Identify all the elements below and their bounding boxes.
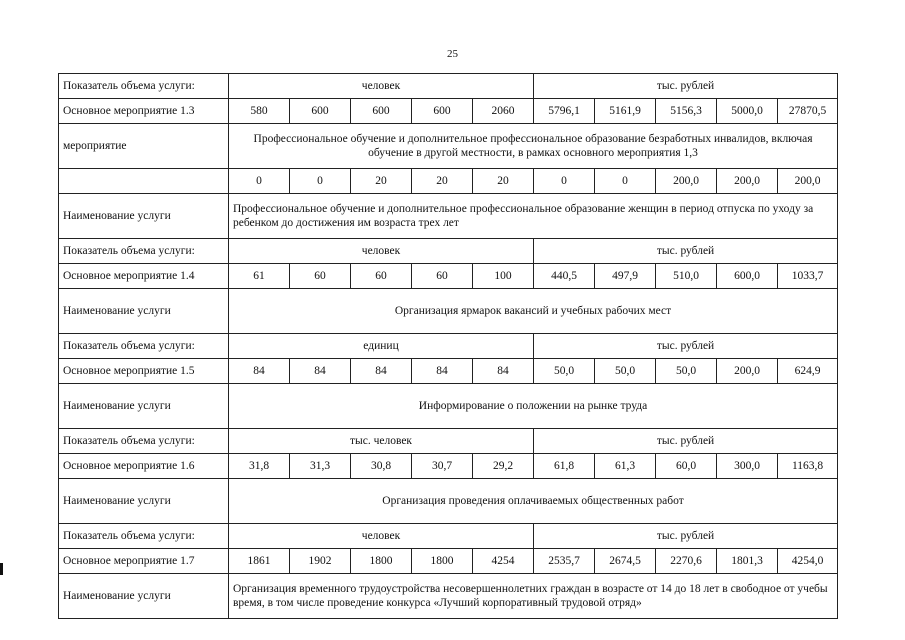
money-value-cell: 624,9 bbox=[778, 359, 838, 384]
row-label: Основное мероприятие 1.7 bbox=[59, 549, 229, 574]
count-value-cell: 1800 bbox=[351, 549, 412, 574]
unit-count-cell: тыс. человек bbox=[229, 429, 534, 454]
unit-money-cell: тыс. рублей bbox=[534, 74, 838, 99]
money-value-cell: 510,0 bbox=[656, 264, 717, 289]
count-value-cell: 1800 bbox=[412, 549, 473, 574]
service-description-cell: Профессиональное обучение и дополнительное профессиональное образование безработных инвалидов, включая обучение в другой местности, в рамках основного мероприятия 1,3 bbox=[229, 124, 838, 169]
count-value-cell: 20 bbox=[351, 169, 412, 194]
table-row bbox=[59, 479, 838, 524]
table-row bbox=[59, 429, 838, 454]
money-value-cell: 50,0 bbox=[534, 359, 595, 384]
count-value-cell: 84 bbox=[229, 359, 290, 384]
count-value-cell: 60 bbox=[412, 264, 473, 289]
table-row bbox=[59, 74, 838, 99]
count-value-cell: 2060 bbox=[473, 99, 534, 124]
money-value-cell: 1801,3 bbox=[717, 549, 778, 574]
count-value-cell: 84 bbox=[290, 359, 351, 384]
row-label: Показатель объема услуги: bbox=[59, 429, 229, 454]
money-value-cell: 5161,9 bbox=[595, 99, 656, 124]
table-row bbox=[59, 264, 838, 289]
money-value-cell: 61,3 bbox=[595, 454, 656, 479]
row-label: Основное мероприятие 1.6 bbox=[59, 454, 229, 479]
money-value-cell: 2535,7 bbox=[534, 549, 595, 574]
count-value-cell: 0 bbox=[290, 169, 351, 194]
row-label: Наименование услуги bbox=[59, 574, 229, 619]
table-row bbox=[59, 359, 838, 384]
money-value-cell: 200,0 bbox=[656, 169, 717, 194]
table-row bbox=[59, 549, 838, 574]
row-label: Наименование услуги bbox=[59, 384, 229, 429]
row-label: Основное мероприятие 1.3 bbox=[59, 99, 229, 124]
row-label: Наименование услуги bbox=[59, 194, 229, 239]
money-value-cell: 60,0 bbox=[656, 454, 717, 479]
service-description-cell: Организация временного трудоустройства несовершеннолетних граждан в возрасте от 14 до 18 лет в свободное от учебы время, в том числе проведение конкурса «Лучший корпоративный трудовой отряд» bbox=[229, 574, 838, 619]
money-value-cell: 5000,0 bbox=[717, 99, 778, 124]
table-row bbox=[59, 524, 838, 549]
row-label bbox=[59, 169, 229, 194]
money-value-cell: 4254,0 bbox=[778, 549, 838, 574]
table-row bbox=[59, 239, 838, 264]
count-value-cell: 4254 bbox=[473, 549, 534, 574]
count-value-cell: 600 bbox=[290, 99, 351, 124]
count-value-cell: 29,2 bbox=[473, 454, 534, 479]
count-value-cell: 600 bbox=[351, 99, 412, 124]
page-number: 25 bbox=[447, 48, 458, 60]
count-value-cell: 100 bbox=[473, 264, 534, 289]
row-label: Показатель объема услуги: bbox=[59, 74, 229, 99]
money-value-cell: 200,0 bbox=[717, 169, 778, 194]
count-value-cell: 580 bbox=[229, 99, 290, 124]
money-value-cell: 300,0 bbox=[717, 454, 778, 479]
money-value-cell: 497,9 bbox=[595, 264, 656, 289]
count-value-cell: 0 bbox=[229, 169, 290, 194]
row-label: Основное мероприятие 1.5 bbox=[59, 359, 229, 384]
table-row bbox=[59, 384, 838, 429]
count-value-cell: 84 bbox=[412, 359, 473, 384]
table-row bbox=[59, 454, 838, 479]
count-value-cell: 1902 bbox=[290, 549, 351, 574]
money-value-cell: 2270,6 bbox=[656, 549, 717, 574]
service-description-cell: Организация ярмарок вакансий и учебных рабочих мест bbox=[229, 289, 838, 334]
money-value-cell: 27870,5 bbox=[778, 99, 838, 124]
row-label: Показатель объема услуги: bbox=[59, 524, 229, 549]
money-value-cell: 600,0 bbox=[717, 264, 778, 289]
count-value-cell: 31,3 bbox=[290, 454, 351, 479]
money-value-cell: 0 bbox=[534, 169, 595, 194]
table-row bbox=[59, 194, 838, 239]
unit-money-cell: тыс. рублей bbox=[534, 334, 838, 359]
row-label: Наименование услуги bbox=[59, 479, 229, 524]
service-description-cell: Профессиональное обучение и дополнительное профессиональное образование женщин в период отпуска по уходу за ребенком до достижения им возраста трех лет bbox=[229, 194, 838, 239]
row-label: Основное мероприятие 1.4 bbox=[59, 264, 229, 289]
table-row bbox=[59, 289, 838, 334]
table-row bbox=[59, 334, 838, 359]
money-value-cell: 200,0 bbox=[717, 359, 778, 384]
money-value-cell: 200,0 bbox=[778, 169, 838, 194]
money-value-cell: 2674,5 bbox=[595, 549, 656, 574]
count-value-cell: 31,8 bbox=[229, 454, 290, 479]
unit-count-cell: человек bbox=[229, 239, 534, 264]
unit-money-cell: тыс. рублей bbox=[534, 239, 838, 264]
unit-money-cell: тыс. рублей bbox=[534, 429, 838, 454]
unit-money-cell: тыс. рублей bbox=[534, 524, 838, 549]
count-value-cell: 60 bbox=[290, 264, 351, 289]
unit-count-cell: человек bbox=[229, 74, 534, 99]
table-body bbox=[59, 74, 838, 619]
table-row bbox=[59, 99, 838, 124]
money-value-cell: 5796,1 bbox=[534, 99, 595, 124]
row-label: мероприятие bbox=[59, 124, 229, 169]
unit-count-cell: человек bbox=[229, 524, 534, 549]
count-value-cell: 30,8 bbox=[351, 454, 412, 479]
table-row bbox=[59, 124, 838, 169]
count-value-cell: 30,7 bbox=[412, 454, 473, 479]
count-value-cell: 600 bbox=[412, 99, 473, 124]
money-value-cell: 0 bbox=[595, 169, 656, 194]
count-value-cell: 1861 bbox=[229, 549, 290, 574]
count-value-cell: 60 bbox=[351, 264, 412, 289]
count-value-cell: 84 bbox=[351, 359, 412, 384]
money-value-cell: 440,5 bbox=[534, 264, 595, 289]
money-value-cell: 5156,3 bbox=[656, 99, 717, 124]
scan-mark bbox=[0, 563, 3, 575]
money-value-cell: 50,0 bbox=[595, 359, 656, 384]
unit-count-cell: единиц bbox=[229, 334, 534, 359]
service-description-cell: Информирование о положении на рынке труда bbox=[229, 384, 838, 429]
row-label: Наименование услуги bbox=[59, 289, 229, 334]
money-value-cell: 50,0 bbox=[656, 359, 717, 384]
money-value-cell: 1033,7 bbox=[778, 264, 838, 289]
table-row bbox=[59, 574, 838, 619]
count-value-cell: 61 bbox=[229, 264, 290, 289]
service-description-cell: Организация проведения оплачиваемых общественных работ bbox=[229, 479, 838, 524]
money-value-cell: 1163,8 bbox=[778, 454, 838, 479]
money-value-cell: 61,8 bbox=[534, 454, 595, 479]
count-value-cell: 20 bbox=[412, 169, 473, 194]
table-row bbox=[59, 169, 838, 194]
row-label: Показатель объема услуги: bbox=[59, 239, 229, 264]
row-label: Показатель объема услуги: bbox=[59, 334, 229, 359]
count-value-cell: 84 bbox=[473, 359, 534, 384]
count-value-cell: 20 bbox=[473, 169, 534, 194]
services-table bbox=[58, 73, 838, 619]
